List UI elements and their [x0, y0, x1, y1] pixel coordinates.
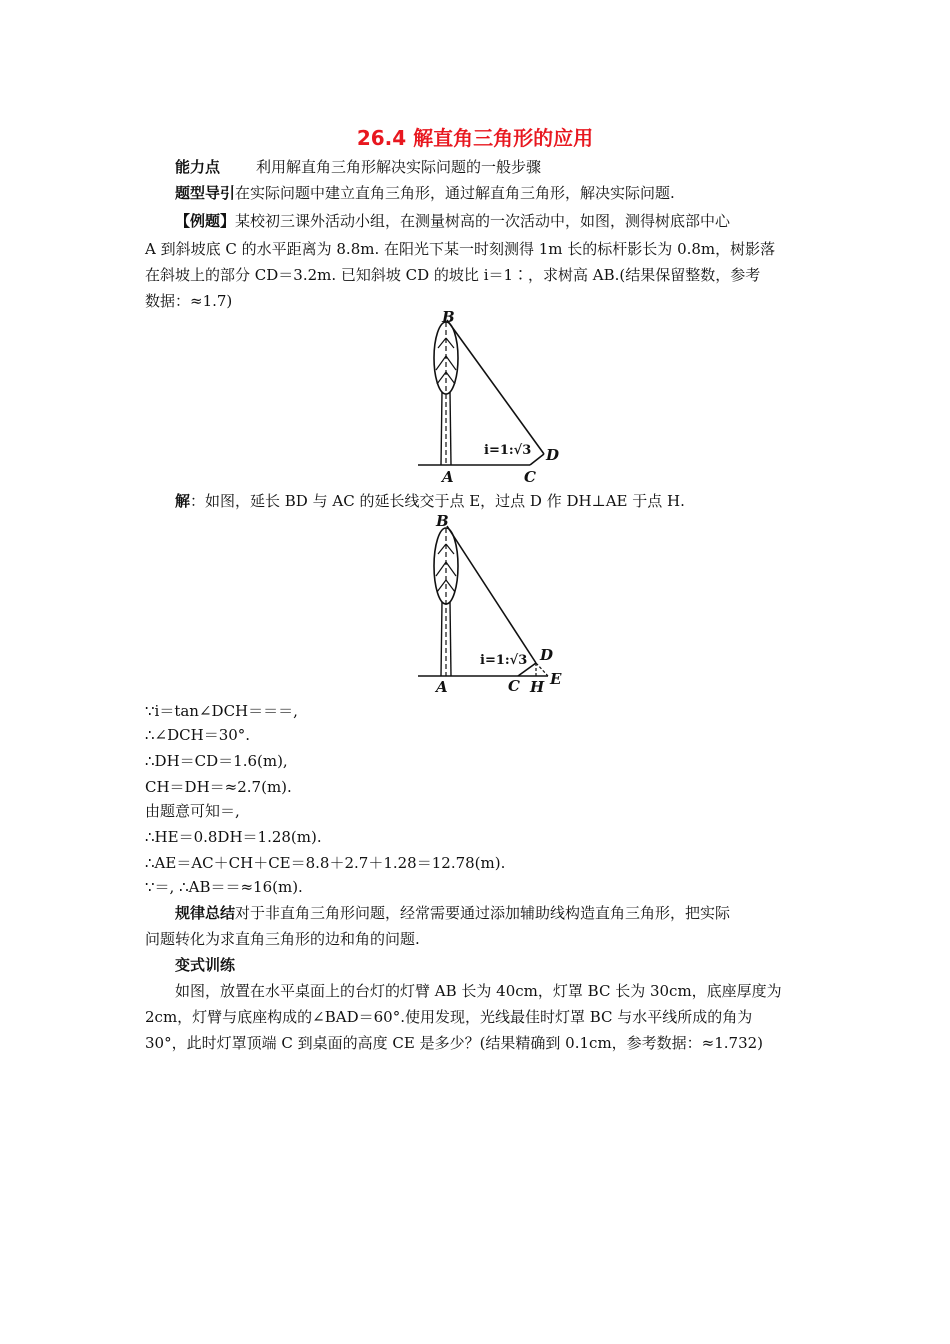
fig2-label-b: B	[436, 512, 449, 530]
fig1-label-b: B	[442, 308, 455, 326]
fig2-label-e: E	[550, 670, 562, 688]
fig1-label-a: A	[442, 468, 454, 486]
variant-line-2: 2cm，灯臂与底座构成的∠BAD＝60°.使用发现，光线最佳时灯罩 BC 与水平线所成的角为	[145, 1008, 753, 1026]
guide-line	[145, 182, 815, 204]
solution-label: 解	[175, 492, 191, 510]
step-1: ∵i＝tan∠DCH＝＝＝,	[145, 702, 298, 720]
fig2-label-c: C	[508, 677, 520, 694]
guide-text: 在实际问题中建立直角三角形，通过解直角三角形，解决实际问题.	[235, 184, 675, 202]
step-6: ∴HE＝0.8DH＝1.28(m).	[145, 828, 322, 846]
example-line-4: 数据：≈1.7)	[145, 292, 233, 310]
summary-line-1	[145, 902, 815, 924]
ability-label: 能力点	[175, 158, 221, 176]
solution-text: ：如图，延长 BD 与 AC 的延长线交于点 E，过点 D 作 DH⊥AE 于点 H.	[190, 492, 685, 510]
summary-text-1: 对于非直角三角形问题，经常需要通过添加辅助线构造直角三角形，把实际	[235, 904, 731, 922]
ability-line	[145, 156, 815, 178]
fig1-label-c: C	[524, 468, 536, 486]
example-line-2: A 到斜坡底 C 的水平距离为 8.8m. 在阳光下某一时刻测得 1m 长的标杆影长为 0.8m，树影落	[145, 240, 776, 258]
ability-text: 利用解直角三角形解决实际问题的一般步骤	[256, 158, 542, 176]
variant-line-3: 30°，此时灯罩顶端 C 到桌面的高度 CE 是多少？(结果精确到 0.1cm，参考数据：≈1.732)	[145, 1034, 764, 1052]
example-line-3: 在斜坡上的部分 CD＝3.2m. 已知斜坡 CD 的坡比 i＝1∶，求树高 AB.(结果保留整数，参考	[145, 266, 761, 284]
example-text-1: 某校初三课外活动小组，在测量树高的一次活动中，如图，测得树底部中心	[235, 212, 731, 230]
solution-line	[145, 490, 815, 512]
fig2-label-d: D	[540, 646, 554, 664]
summary-line-2: 问题转化为求直角三角形的边和角的问题.	[145, 930, 420, 948]
fig2-slope-ratio: i=1:√3	[480, 653, 528, 668]
variant-line-1: 如图，放置在水平桌面上的台灯的灯臂 AB 长为 40cm，灯罩 BC 长为 30cm，底座厚度为	[175, 982, 782, 1000]
step-5: 由题意可知＝,	[145, 802, 240, 820]
variant-heading	[145, 954, 815, 976]
figure-2-extended-construction	[400, 512, 580, 694]
example-label: 【例题】	[175, 212, 236, 230]
step-7: ∴AE＝AC＋CH＋CE＝8.8＋2.7＋1.28＝12.78(m).	[145, 854, 506, 872]
fig1-label-d: D	[546, 446, 560, 464]
figure-1-tree-slope	[400, 308, 570, 486]
step-3: ∴DH＝CD＝1.6(m),	[145, 752, 288, 770]
variant-label: 变式训练	[175, 956, 236, 974]
fig2-label-h: H	[530, 678, 545, 694]
step-4: CH＝DH＝≈2.7(m).	[145, 778, 292, 796]
example-line-1	[145, 210, 815, 232]
summary-label: 规律总结	[175, 904, 236, 922]
step-2: ∴∠DCH＝30°.	[145, 726, 251, 744]
fig1-slope-ratio: i=1:√3	[484, 443, 532, 458]
step-8: ∵＝, ∴AB＝＝≈16(m).	[145, 878, 303, 896]
fig2-label-a: A	[436, 678, 448, 694]
guide-label: 题型导引	[175, 184, 236, 202]
page-title: 26.4 解直角三角形的应用	[356, 126, 594, 150]
